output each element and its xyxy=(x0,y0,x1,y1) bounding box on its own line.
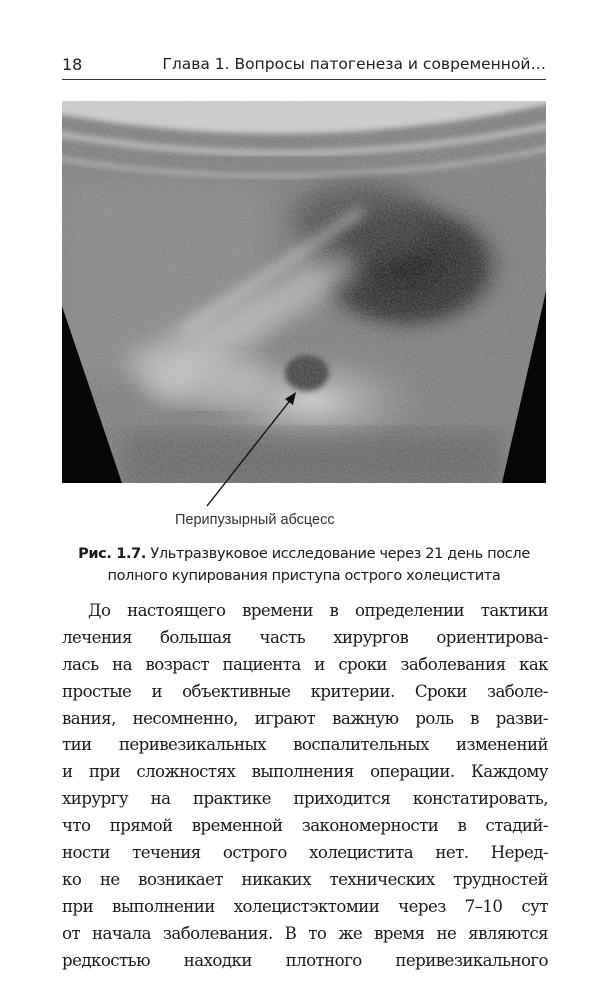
text-line: простые и объективные критерии. Сроки заболе- xyxy=(62,681,548,701)
text-line: вания, несомненно, играют важную роль в разви- xyxy=(62,708,548,728)
figure-annotation: Перипузырный абсцесс xyxy=(175,512,335,528)
text-line: и при сложностях выполнения операции. Каждому xyxy=(62,762,548,782)
text-line: что прямой временной закономерности в стадий- xyxy=(62,816,548,836)
body-paragraph xyxy=(62,598,548,974)
text-line: редкостью находки плотного перивезикального xyxy=(62,950,548,970)
text-line: хирургу на практике приходится констатировать, xyxy=(62,789,548,809)
figure-caption xyxy=(58,543,550,587)
text-line: До настоящего времени в определении тактики xyxy=(88,601,548,620)
header-rule xyxy=(62,79,546,80)
page-header xyxy=(62,52,546,80)
caption-line-1 xyxy=(58,543,550,565)
text-line: ко не возникает никаких технических трудностей xyxy=(62,869,548,889)
caption-figure-number: Рис. 1.7. xyxy=(78,546,147,562)
caption-line-2: полного купирования приступа острого холецистита xyxy=(107,568,501,584)
running-title: Глава 1. Вопросы патогенеза и современной… xyxy=(162,55,546,73)
text-line: тии перивезикальных воспалительных изменений xyxy=(62,735,548,755)
text-line: при выполнении холецистэктомии через 7–10 сут xyxy=(62,896,548,916)
caption-title-part-1: Ультразвуковое исследование через 21 день после xyxy=(150,546,530,562)
text-line: ности течения острого холецистита нет. Неред- xyxy=(62,843,548,863)
text-line: лечения большая часть хирургов ориентирова- xyxy=(62,627,548,647)
page-number: 18 xyxy=(62,55,83,74)
text-line: лась на возраст пациента и сроки заболевания как xyxy=(62,654,548,674)
ultrasound-image xyxy=(62,101,546,483)
text-line: от начала заболевания. В то же время не являются xyxy=(62,923,548,943)
